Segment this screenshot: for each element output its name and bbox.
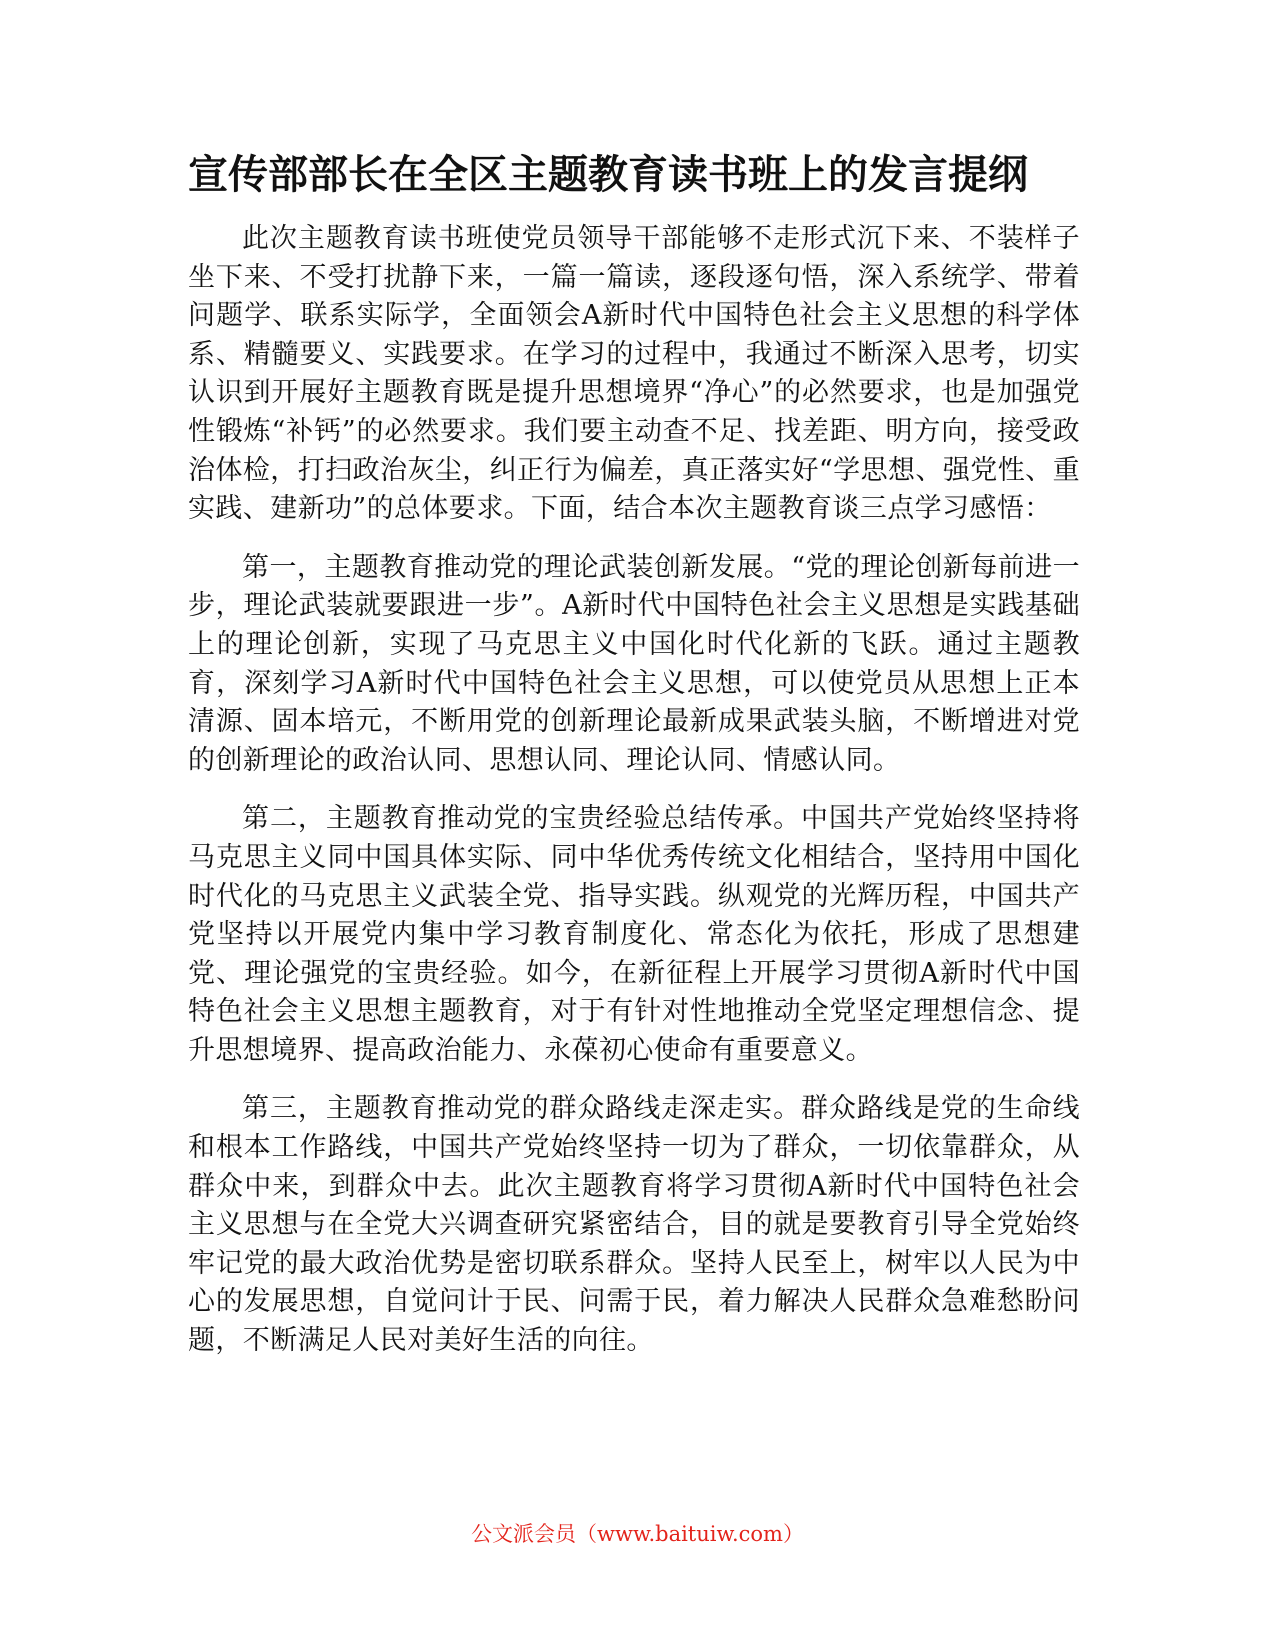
footer-watermark: 公文派会员（www.baituiw.com） xyxy=(471,1522,804,1546)
paragraph-intro: 此次主题教育读书班使党员领导干部能够不走形式沉下来、不装样子坐下来、不受打扰静下来，一篇一篇读，逐段逐句悟，深入系统学、带着问题学、联系实际学，全面领会A新时代中国特色社会主义思想的科学体系、精髓要义、实践要求。在学习的过程中，我通过不断深入思考，切实认识到开展好主题教育既是提升思想境界“净心”的必然要求，也是加强党性锻炼“补钙”的必然要求。我们要主动查不足、找差距、明方向，接受政治体检，打扫政治灰尘，纠正行为偏差，真正落实好“学思想、强党性、重实践、建新功”的总体要求。下面，结合本次主题教育谈三点学习感悟： xyxy=(188,223,1080,525)
paragraph-first-point: 第一，主题教育推动党的理论武装创新发展。“党的理论创新每前进一步，理论武装就要跟进一步”。A新时代中国特色社会主义思想是实践基础上的理论创新，实现了马克思主义中国化时代化新的飞跃。通过主题教育，深刻学习A新时代中国特色社会主义思想，可以使党员从思想上正本清源、固本培元，不断用党的创新理论最新成果武装头脑，不断增进对党的创新理论的政治认同、思想认同、理论认同、情感认同。 xyxy=(188,551,1080,776)
document-title: 宣传部部长在全区主题教育读书班上的发言提纲 xyxy=(188,152,1028,198)
document-body xyxy=(188,220,1080,1381)
paragraph-second-point: 第二，主题教育推动党的宝贵经验总结传承。中国共产党始终坚持将马克思主义同中国具体实际、同中华优秀传统文化相结合，坚持用中国化时代化的马克思主义武装全党、指导实践。纵观党的光辉历程，中国共产党坚持以开展党内集中学习教育制度化、常态化为依托，形成了思想建党、理论强党的宝贵经验。如今，在新征程上开展学习贯彻A新时代中国特色社会主义思想主题教育，对于有针对性地推动全党坚定理想信念、提升思想境界、提高政治能力、永葆初心使命有重要意义。 xyxy=(188,803,1080,1066)
paragraph-third-point: 第三，主题教育推动党的群众路线走深走实。群众路线是党的生命线和根本工作路线，中国共产党始终坚持一切为了群众，一切依靠群众，从群众中来，到群众中去。此次主题教育将学习贯彻A新时代中国特色社会主义思想与在全党大兴调查研究紧密结合，目的就是要教育引导全党始终牢记党的最大政治优势是密切联系群众。坚持人民至上，树牢以人民为中心的发展思想，自觉问计于民、问需于民，着力解决人民群众急难愁盼问题，不断满足人民对美好生活的向往。 xyxy=(188,1093,1080,1357)
